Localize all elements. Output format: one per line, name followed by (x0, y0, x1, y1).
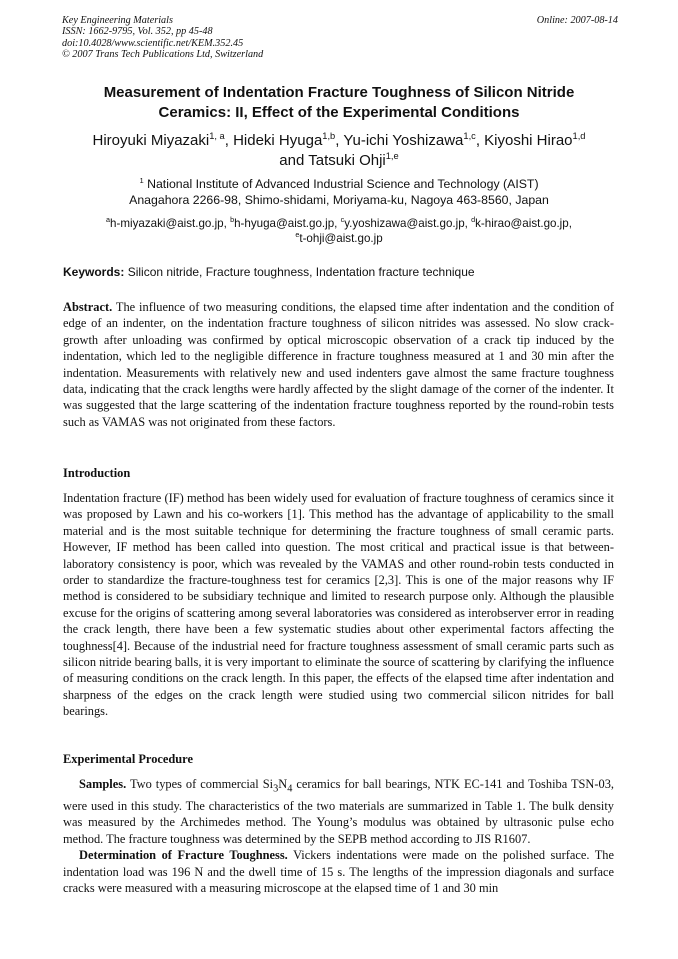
author-separator: , (335, 132, 344, 149)
title-line-2: Ceramics: II, Effect of the Experimental Conditions (158, 103, 520, 121)
author-name: Hideki Hyuga (233, 132, 323, 149)
author-name: Kiyoshi Hirao (484, 132, 573, 149)
formula-element: N (278, 777, 288, 791)
email-address: y.yoshizawa@aist.go.jp, (344, 217, 472, 230)
author-separator: , (475, 132, 485, 149)
email-address: k-hirao@aist.go.jp, (475, 217, 572, 230)
journal-name: Key Engineering Materials (62, 15, 173, 26)
author-list (40, 131, 638, 171)
samples-label: Samples. (79, 777, 127, 791)
toughness-paragraph (63, 847, 614, 896)
author-separator: , (224, 132, 234, 149)
email-mark: e (295, 229, 300, 239)
affiliation-address: Anagahora 2266-98, Shimo-shidami, Moriyama-ku, Nagoya 463-8560, Japan (129, 193, 549, 207)
experimental-procedure (63, 776, 614, 896)
author-line-1 (40, 131, 638, 151)
title-line-1: Measurement of Indentation Fracture Toughness of Silicon Nitride (103, 84, 575, 101)
author-affiliation-mark: 1,b (322, 131, 336, 141)
author-name: Yu-ichi Yoshizawa (343, 132, 464, 149)
email-mark: d (471, 215, 476, 225)
samples-text: ceramics for ball bearings, NTK EC-141 and Toshiba TSN-03, were used in this study. The characteristics of the two materials are summarized in Table 1. The bulk density was measured by the Archimedes method. The Young’s modulus was obtained by ultrasonic pulse echo method. The fracture toughness was determined by the SEPB method according to JIS R1607. (63, 777, 614, 846)
online-date: Online: 2007-08-14 (536, 15, 618, 26)
author-line-2 (40, 151, 638, 171)
samples-pre: Two types of commercial Si (126, 777, 274, 791)
email-address: h-hyuga@aist.go.jp, (234, 217, 341, 230)
formula-subscript: 3 (273, 783, 279, 795)
toughness-label: Determination of Fracture Toughness. (79, 848, 288, 863)
email-mark: c (340, 215, 345, 225)
affiliation-institute: National Institute of Advanced Industrial Science and Technology (AIST) (143, 177, 539, 191)
formula-subscript: 4 (287, 783, 293, 795)
issn-line: ISSN: 1662-9795, Vol. 352, pp 45-48 (62, 26, 213, 38)
affiliation-line-1 (40, 176, 638, 192)
keywords-label: Keywords: (63, 265, 125, 279)
introduction-heading: Introduction (63, 466, 131, 480)
author-affiliation-mark: 1,d (572, 131, 586, 141)
abstract (63, 299, 614, 430)
keywords-text: Silicon nitride, Fracture toughness, Indentation fracture technique (124, 265, 475, 279)
author-affiliation-mark: 1,c (463, 131, 476, 141)
email-address: h-miyazaki@aist.go.jp, (110, 217, 231, 230)
abstract-text: The influence of two measuring conditions, the elapsed time after indentation and the condition of edge of an indenter, on the indentation fracture toughness of silicon nitrides was assessed. No slow crack-growth after unloading was confirmed by optical microscopic observation of a crack tip induced by the indentation, which led to the negligible difference in fracture toughness measured at 1 and 30 min after the indentation. Measurements with relatively new and used indenters gave almost the same fracture toughness data, indicating that the crack lengths were hardly affected by the slight damage of the corner of the indenter. It was suggested that the large scattering of the indentation fracture toughness reported by the round-robin tests such as VAMAS was not originated from these factors. (63, 300, 614, 429)
affiliation (40, 176, 638, 208)
doi-line: doi:10.4028/www.scientific.net/KEM.352.45 (62, 37, 244, 49)
introduction-text: Indentation fracture (IF) method has been widely used for evaluation of fracture toughness of ceramics since it was proposed by Lawn and his co-workers [1]. This method has the advantage of applicability to the small material and is the most suitable technique for determining the fracture toughness of small ceramic parts. However, IF method has been called into question. The most critical and practical issue is that between-laboratory consistency is poor, which was revealed by the VAMAS and other round-robin tests conducted in order to standardize the fracture-toughness test for ceramics [2,3]. This is one of the major reasons why IF method is considered to be subsidiary technique and limited to research purpose only. Although the plausible excuse for the origins of scattering among several laboratories was considered as interobserver error in reading the crack length, there have been a few systematic studies about other experimental factors affecting the toughness[4]. Because of the industrial need for fracture toughness assessment of small ceramic parts such as silicon nitride bearing balls, it is very important to eliminate the source of scattering by clarifying the influence of measuring conditions on the crack length. In this paper, the effects of the elapsed time after indentation and sharpness of the edges on the crack length were studied using two commercial silicon nitrides for ball bearings. (63, 491, 614, 719)
author-conjunction: and (279, 152, 309, 169)
email-mark: a (106, 215, 111, 225)
abstract-label: Abstract. (63, 300, 113, 314)
author-affiliation-mark: 1, a (209, 131, 225, 141)
author-name: Tatsuki Ohji (308, 152, 386, 169)
toughness-text: Vickers indentations were made on the polished surface. The indentation load was 196 N and the dwell time of 15 s. The lengths of the impression diagonals and surface cracks were measured with a measuring microscope at the elapsed time of 1 and 30 min (63, 848, 614, 895)
author-name: Hiroyuki Miyazaki (92, 132, 210, 149)
journal-header (62, 15, 618, 60)
affiliation-mark: 1 (139, 175, 144, 185)
copyright-line: © 2007 Trans Tech Publications Ltd, Switzerland (62, 48, 264, 60)
email-list (40, 217, 638, 246)
keywords (63, 265, 623, 279)
author-affiliation-mark: 1,e (385, 151, 399, 161)
email-mark: b (230, 215, 235, 225)
experimental-heading: Experimental Procedure (63, 752, 193, 766)
paper-title (40, 83, 638, 122)
email-address: t-ohji@aist.go.jp (299, 231, 383, 245)
email-line-1 (40, 217, 638, 232)
email-line-2 (40, 229, 638, 247)
samples-paragraph (63, 776, 614, 847)
